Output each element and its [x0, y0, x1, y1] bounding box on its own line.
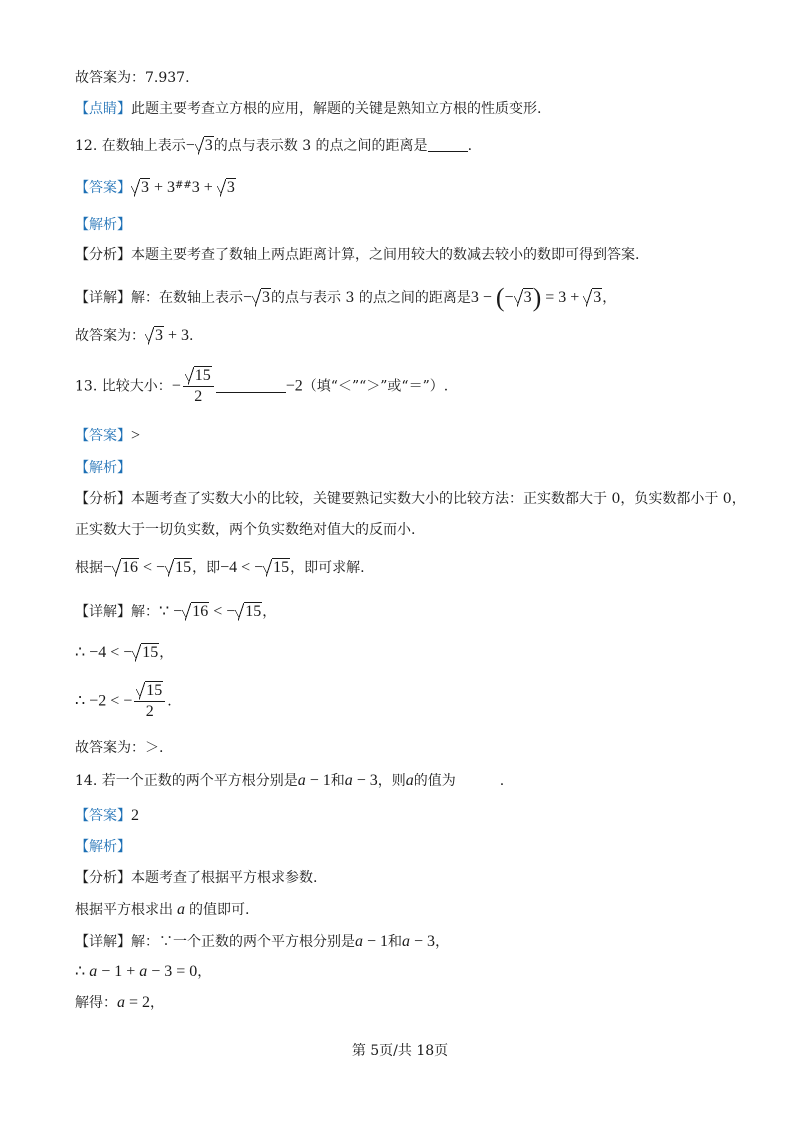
- dianjing-tag: 【点睛】: [75, 101, 131, 117]
- q14-solve: 解得：a = 2，: [75, 994, 165, 1011]
- q11-dianjing-text: 此题主要考查立方根的应用，解题的关键是熟知立方根的性质变形.: [131, 101, 542, 117]
- q11-answer-line: 故答案为：7.937.: [75, 70, 190, 86]
- q13-fraction: $\frac{15}{2}$: [183, 368, 214, 405]
- q13-number: 13.: [75, 378, 98, 395]
- q12-blank: [428, 151, 468, 152]
- q13-step-2: ∴ −4 < − 15，: [75, 644, 174, 661]
- q12-fenxi: 【分析】本题主要考查了数轴上两点距离计算，之间用较大的数减去较小的数即可得到答案.: [75, 247, 640, 263]
- q14-analysis-tag: 【解析】: [75, 839, 131, 855]
- q12-stem: 12. 在数轴上表示− 3的点与表示数 3 的点之间的距离是 .: [75, 137, 473, 154]
- q13-final: 故答案为：＞.: [75, 740, 164, 756]
- q12-detail: 【详解】解：在数轴上表示− 3的点与表示 3 的点之间的距离是3 − (− 3) = 3 + 3，: [75, 283, 617, 312]
- q14-stem: 14. 若一个正数的两个平方根分别是a − 1和a − 3，则a的值为 .: [75, 772, 505, 789]
- q12-final: 故答案为： 3 + 3.: [75, 327, 194, 344]
- q13-analysis-tag: 【解析】: [75, 460, 131, 476]
- q14-number: 14.: [75, 773, 98, 789]
- q14-answer: 【答案】2: [75, 807, 139, 824]
- q13-step-3: ∴ −2 < − $\frac{15}{2}$ .: [75, 682, 172, 720]
- q13-detail: 【详解】解：∵ − 16 < − 15，: [75, 603, 277, 620]
- q14-detail: 【详解】解：∵一个正数的两个平方根分别是a − 1和a − 3，: [75, 933, 450, 950]
- page-footer: 第 5页/共 18页: [351, 1043, 449, 1059]
- q14-step-2: ∴ a − 1 + a − 3 = 0，: [75, 963, 212, 980]
- q13-stem: 13. 比较大小：− $\frac{15}{2}$ −2（填“＜”“＞”或“＝”）.: [75, 367, 449, 405]
- q12-number: 12.: [75, 138, 98, 154]
- q13-blank: [216, 392, 286, 393]
- q14-basis: 根据平方根求出 a 的值即可.: [75, 901, 250, 918]
- q13-fenxi-1: 【分析】本题考查了实数大小的比较，关键要熟记实数大小的比较方法：正实数都大于 0，负实数都小于 0，: [75, 491, 746, 507]
- answer-tag: 【答案】: [75, 180, 131, 196]
- q12-neg-sqrt3: − 3: [185, 137, 213, 154]
- q12-answer-expr: 3 + 3: [131, 179, 175, 196]
- q12-analysis-tag: 【解析】: [75, 217, 131, 233]
- q13-fenxi-2: 正实数大于一切负实数，两个负实数绝对值大的反而小.: [75, 522, 416, 538]
- q12-answer: 【答案】 3 + 3##3 + 3: [75, 179, 235, 196]
- q13-answer: 【答案】>: [75, 427, 141, 444]
- q12-detail-expr: 3 − (− 3) = 3 + 3: [470, 283, 602, 312]
- q14-fenxi: 【分析】本题考查了根据平方根求参数.: [75, 870, 318, 886]
- q13-basis: 根据− 16 < − 15，即−4 < − 15，即可求解.: [75, 559, 365, 576]
- q11-dianjing: [75, 102, 541, 116]
